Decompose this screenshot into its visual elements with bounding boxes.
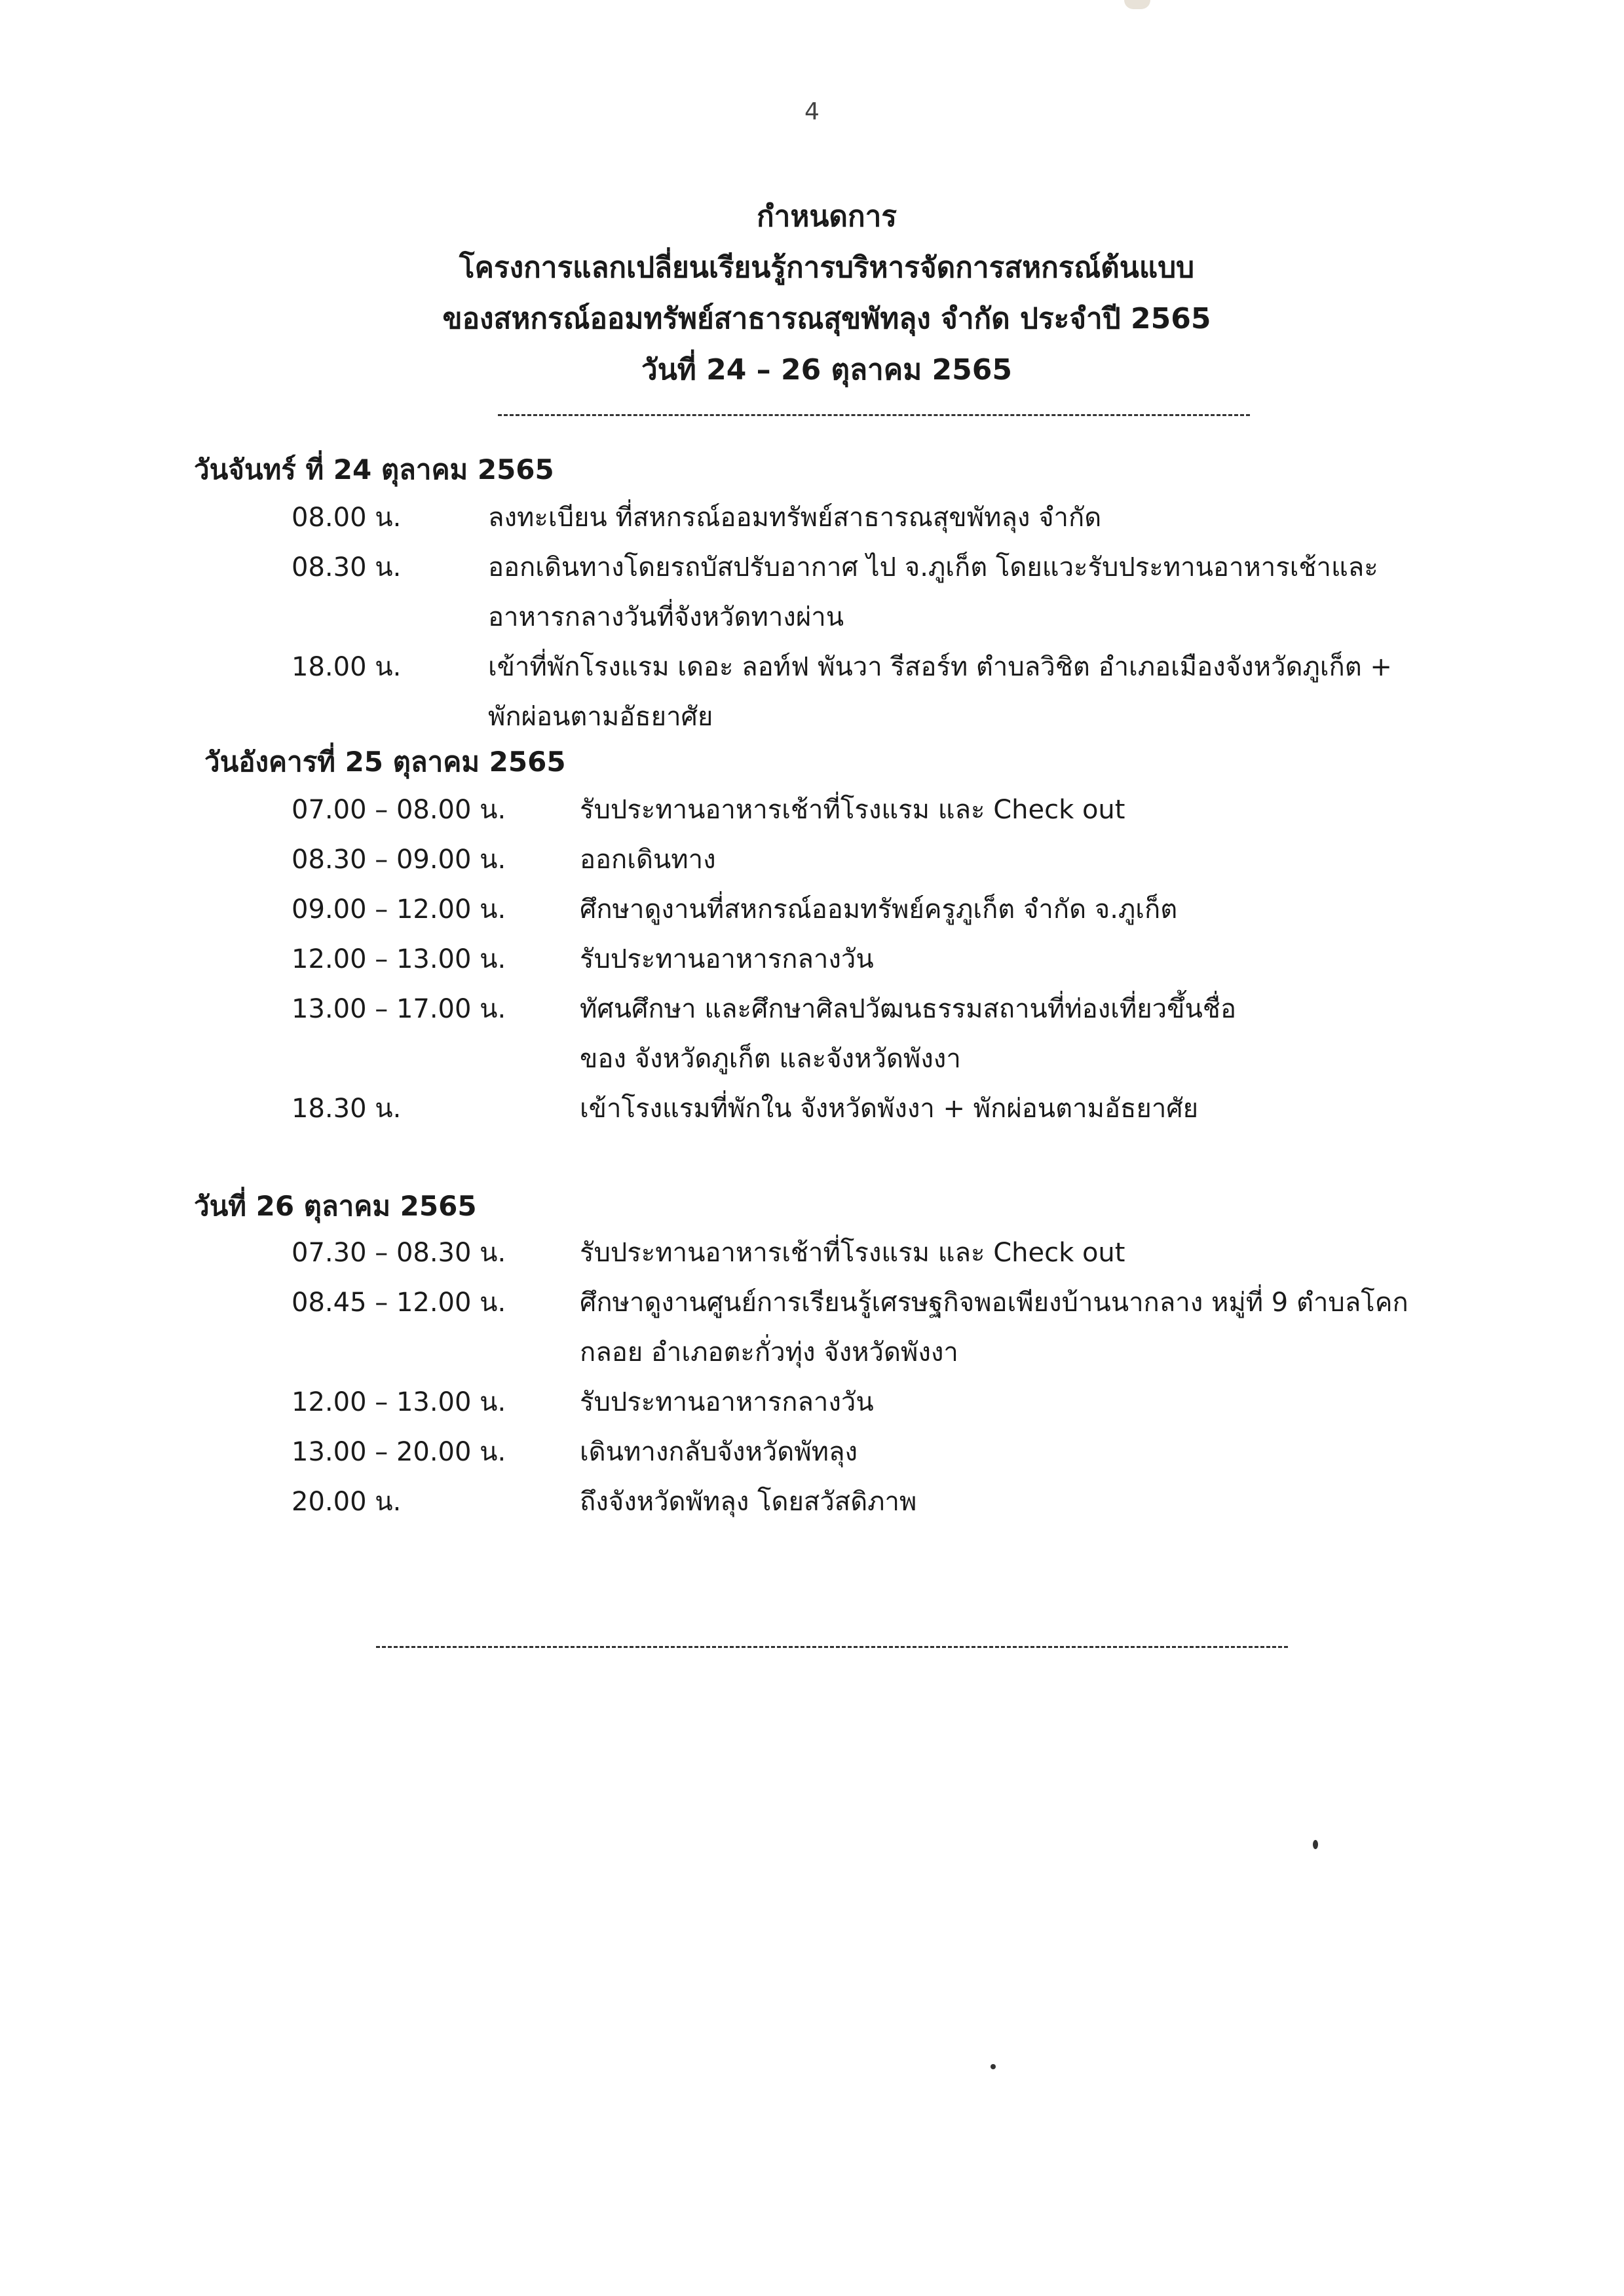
schedule-activity: เดินทางกลับจังหวัดพัทลุง: [580, 1437, 858, 1467]
document-title: [262, 191, 1391, 396]
schedule-activity: รับประทานอาหารกลางวัน: [580, 1387, 874, 1417]
schedule-time: 13.00 – 20.00 น.: [292, 1437, 506, 1467]
schedule-time: 08.45 – 12.00 น.: [292, 1288, 506, 1318]
day-2-heading: วันอังคารที่ 25 ตุลาคม 2565: [204, 746, 566, 778]
title-line-1: กำหนดการ: [757, 200, 897, 233]
schedule-time: 08.30 – 09.00 น.: [292, 845, 506, 875]
schedule-activity: ทัศนศึกษา และศึกษาศิลปวัฒนธรรมสถานที่ท่องเที่ยวขึ้นชื่อ: [580, 994, 1236, 1024]
schedule-activity: ศึกษาดูงานที่สหกรณ์ออมทรัพย์ครูภูเก็ต จำกัด จ.ภูเก็ต: [580, 894, 1178, 925]
schedule-activity: รับประทานอาหารกลางวัน: [580, 944, 874, 974]
schedule-row: [292, 1228, 1471, 1278]
schedule-row: [292, 1377, 1471, 1427]
schedule-row: [292, 1477, 1471, 1527]
schedule-activity: เข้าที่พักโรงแรม เดอะ ลอท์ฟ พันวา รีสอร์ท ตำบลวิชิต อำเภอเมืองจังหวัดภูเก็ต +: [488, 652, 1392, 682]
schedule-row: [292, 984, 1471, 1084]
scan-speck: [991, 2064, 996, 2069]
schedule-activity: รับประทานอาหารเช้าที่โรงแรม และ Check out: [580, 1238, 1125, 1268]
schedule-activity: ออกเดินทาง: [580, 845, 716, 875]
schedule-activity: ออกเดินทางโดยรถบัสปรับอากาศ ไป จ.ภูเก็ต โดยแวะรับประทานอาหารเช้าและ: [488, 552, 1378, 583]
day-1-heading: วันจันทร์ ที่ 24 ตุลาคม 2565: [194, 453, 554, 486]
schedule-time: 07.00 – 08.00 น.: [292, 795, 506, 825]
schedule-activity-continued: กลอย อำเภอตะกั่วทุ่ง จังหวัดพังงา: [580, 1337, 958, 1368]
day-2-schedule: [292, 785, 1471, 1134]
schedule-row: [292, 493, 1471, 543]
title-line-4: วันที่ 24 – 26 ตุลาคม 2565: [641, 353, 1012, 387]
schedule-time: 07.30 – 08.30 น.: [292, 1238, 506, 1268]
schedule-activity-continued: ของ จังหวัดภูเก็ต และจังหวัดพังงา: [580, 1044, 961, 1074]
schedule-row: [292, 835, 1471, 885]
title-line-2: โครงการแลกเปลี่ยนเรียนรู้การบริหารจัดการสหกรณ์ต้นแบบ: [459, 251, 1195, 284]
divider-top: [498, 414, 1250, 416]
scan-speck: [1313, 1840, 1318, 1849]
title-line-3: ของสหกรณ์ออมทรัพย์สาธารณสุขพัทลุง จำกัด ประจำปี 2565: [442, 302, 1211, 335]
scan-artifact: [1124, 0, 1150, 9]
schedule-activity: รับประทานอาหารเช้าที่โรงแรม และ Check out: [580, 795, 1125, 825]
schedule-time: 12.00 – 13.00 น.: [292, 1387, 506, 1417]
schedule-row: [292, 1084, 1471, 1134]
schedule-time: 08.00 น.: [292, 503, 402, 533]
schedule-row: [292, 885, 1471, 934]
schedule-time: 20.00 น.: [292, 1487, 402, 1517]
schedule-time: 09.00 – 12.00 น.: [292, 894, 506, 925]
schedule-time: 08.30 น.: [292, 552, 402, 583]
schedule-row: [292, 934, 1471, 984]
day-3-schedule: [292, 1228, 1471, 1527]
day-3-heading: วันที่ 26 ตุลาคม 2565: [194, 1190, 477, 1222]
schedule-row: [292, 1427, 1471, 1477]
schedule-time: 13.00 – 17.00 น.: [292, 994, 506, 1024]
divider-bottom: [376, 1646, 1288, 1648]
schedule-row: [292, 785, 1471, 835]
schedule-row: [292, 642, 1471, 742]
schedule-time: 12.00 – 13.00 น.: [292, 944, 506, 974]
schedule-row: [292, 543, 1471, 642]
page-number: 4: [804, 98, 820, 125]
schedule-activity: ถึงจังหวัดพัทลุง โดยสวัสดิภาพ: [580, 1487, 917, 1517]
schedule-activity-continued: พักผ่อนตามอัธยาศัย: [488, 702, 713, 732]
schedule-activity: เข้าโรงแรมที่พักใน จังหวัดพังงา + พักผ่อนตามอัธยาศัย: [580, 1094, 1199, 1124]
schedule-time: 18.30 น.: [292, 1094, 402, 1124]
schedule-row: [292, 1278, 1471, 1377]
schedule-activity-continued: อาหารกลางวันที่จังหวัดทางผ่าน: [488, 602, 844, 632]
schedule-activity: ลงทะเบียน ที่สหกรณ์ออมทรัพย์สาธารณสุขพัทลุง จำกัด: [488, 503, 1102, 533]
schedule-time: 18.00 น.: [292, 652, 402, 682]
day-1-schedule: [292, 493, 1471, 742]
schedule-activity: ศึกษาดูงานศูนย์การเรียนรู้เศรษฐกิจพอเพียงบ้านนากลาง หมู่ที่ 9 ตำบลโคก: [580, 1288, 1408, 1318]
